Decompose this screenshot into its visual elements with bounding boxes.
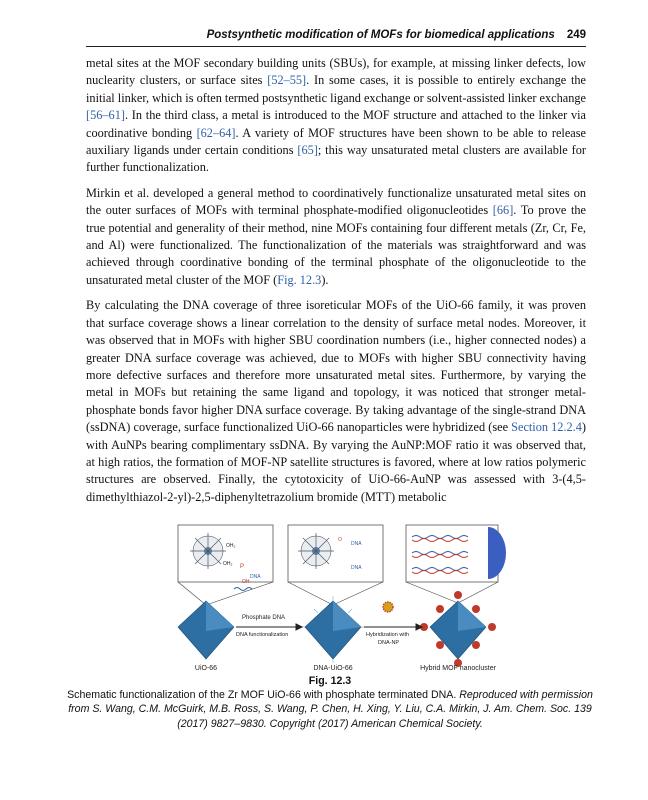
gold-nanoparticle-icon xyxy=(383,602,393,612)
label-dna-reagent: DNA xyxy=(250,574,261,580)
label-hybridization: Hybridization with xyxy=(366,632,410,638)
label-dna-top: DNA xyxy=(351,541,362,547)
label-uio66: UiO-66 xyxy=(194,665,218,672)
hybrid-nanocluster xyxy=(420,591,496,667)
citation-link[interactable]: [56–61] xyxy=(86,108,125,123)
label-o-phos: O xyxy=(338,537,342,543)
citation-link[interactable]: [66] xyxy=(492,203,514,218)
text-run: . A variety of MOF structures have been shown to be able to release auxiliary ligands under certain conditions xyxy=(86,125,586,158)
label-dna-uio66: DNA-UiO-66 xyxy=(313,665,353,672)
figure-12-3 xyxy=(168,523,508,673)
header-rule xyxy=(86,46,586,47)
text-run: . To prove the true potential and generality of their method, nine MOFs containing four different metals (Zr, Cr, Fe, and Al) were functionalized. The functionalization of the materials was straightforward and was achieved through coordinative bonding of the terminal phosphate of the oligonucleotide to the unsaturated metal cluster of the MOF ( xyxy=(86,203,586,287)
citation-link[interactable]: [65] xyxy=(297,143,318,158)
label-dna-functionalization: DNA functionalization xyxy=(236,632,289,638)
label-p: P xyxy=(240,564,245,570)
body-text xyxy=(86,55,586,514)
citation-link[interactable]: Fig. 12.3 xyxy=(277,272,322,287)
label-phosphate-dna: Phosphate DNA xyxy=(242,615,286,621)
citation-link[interactable]: [52–55] xyxy=(267,73,307,88)
figure-caption xyxy=(60,674,600,731)
page-number: 249 xyxy=(566,29,586,41)
label-hybrid: Hybrid MOF nanocluster xyxy=(420,665,496,672)
paragraph-2 xyxy=(86,185,586,289)
caption-credit: Reproduced with permission from S. Wang, C.M. McGuirk, M.B. Ross, S. Wang, P. Chen, H. Xing, Y. Liu, C.A. Mirkin, J. Am. Chem. Soc. 139 (2017) 9827–9830. Copyright (2017) American Chemical Society. xyxy=(68,689,593,730)
paragraph-1 xyxy=(86,55,586,177)
label-dna-np: DNA-NP xyxy=(378,640,400,646)
caption-text: Schematic functionalization of the Zr MOF UiO-66 with phosphate terminated DNA. xyxy=(67,689,460,702)
text-run: metal sites at the MOF secondary building units (SBUs), for example, at missing linker defects, low nuclearity clusters, or surface sites xyxy=(86,56,586,88)
label-oh2-a: OH₂ xyxy=(226,543,236,549)
header-title: Postsynthetic modification of MOFs for biomedical applications xyxy=(206,29,555,41)
uio66-octahedron xyxy=(178,601,234,659)
dsdna-hybrid-panel xyxy=(406,525,506,582)
text-run: By calculating the DNA coverage of three isoreticular MOFs of the UiO-66 family, it was proven that surface coverage shows a linear correlation to the density of surface metal nodes. Moreover, it was observed that in MOFs with higher SBU coordination numbers (i.e., higher connected nodes) a greater DNA surface coverage was achieved, due to MOFs with higher SBU connectivity having more defective surfaces and therefore more unsaturated metal sites. Furthermore, by varying the metal in MOFs but retaining the same ligand and topology, it was noticed that stronger metal-phosphate bonds favor higher DNA surface coverage. By taking advantage of the single-strand DNA (ssDNA) coverage, surface functionalized UiO-66 nanoparticles were hybridized (see xyxy=(86,298,586,435)
label-oh2-b: OH₂ xyxy=(223,561,233,567)
text-run: ) with AuNPs bearing complimentary ssDNA. By varying the AuNP:MOF ratio it was observed that, at high ratios, the formation of MOF-NP satellite structures is favored, where at low ratios polymeric structures are observed. Finally, the cytotoxicity of UiO-66-AuNP was assessed with 3-(4,5-dimethylthiazol-2-yl)-2,5-diphenyltetrazolium bromide (MTT) metabolic xyxy=(86,420,586,504)
citation-link[interactable]: [62–64] xyxy=(196,125,236,140)
label-dna-bottom: DNA xyxy=(351,565,362,571)
text-run: . In the third class, a metal is introduced to the MOF structure and attached to the linker via coordinative bonding xyxy=(86,108,586,140)
label-oh-reagent: OH xyxy=(242,579,250,585)
text-run: . In some cases, it is possible to entirely exchange the initial linker, which is often termed postsynthetic ligand exchange or solvent-assisted linker exchange xyxy=(86,73,586,105)
dna-uio66-octahedron xyxy=(300,596,366,663)
dna-uio66-cluster-panel xyxy=(288,525,383,582)
running-header xyxy=(86,29,586,41)
text-run: Mirkin et al. developed a general method to coordinatively functionalize unsaturated metal sites on the outer surfaces of MOFs with terminal phosphate-modified oligonucleotides xyxy=(86,185,586,218)
paragraph-3 xyxy=(86,297,586,506)
citation-link[interactable]: Section 12.2.4 xyxy=(511,420,582,435)
text-run: ; this way unsaturated metal clusters are available for further functionalization. xyxy=(86,143,586,175)
text-run: ). xyxy=(321,272,329,287)
figure-number: Fig. 12.3 xyxy=(308,675,352,687)
